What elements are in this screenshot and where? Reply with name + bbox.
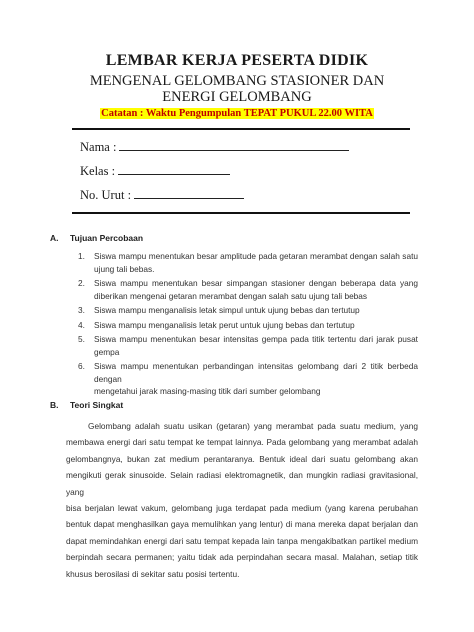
list-item (78, 333, 418, 358)
worksheet-subtitle-line1: MENGENAL GELOMBANG STASIONER DAN (89, 73, 385, 89)
list-item (78, 360, 418, 398)
paragraph-line: Gelombang adalah suatu usikan (getaran) yang merambat pada suatu medium, yang (88, 421, 418, 431)
paragraph-line: berpindah secara permanen; yaitu tidak ada perpindahan secara masal. Malahan, setiap titik (66, 552, 418, 563)
number-field[interactable] (80, 188, 244, 203)
list-item (78, 304, 418, 317)
list-item-line: Siswa mampu menentukan besar intensitas gempa pada titik tertentu dari jarak pusat gempa (94, 334, 418, 357)
name-field[interactable] (80, 140, 349, 155)
class-blank-line[interactable] (118, 164, 230, 175)
list-item-number: 2. (78, 278, 85, 288)
list-item-line: ujung tali bebas. (94, 263, 155, 274)
name-label: Nama : (80, 140, 117, 154)
paragraph-line: bentuk dapat menghasilkan gaya memulihkan yang lentur) di mana mereka dapat berjalan dan (66, 519, 418, 530)
list-item (78, 277, 418, 302)
section-a-letter: A. (50, 233, 59, 243)
list-item-number: 5. (78, 334, 85, 344)
submission-note (0, 108, 474, 119)
list-item-number: 4. (78, 319, 85, 330)
paragraph-line: membawa energi dari satu tempat ke tempat lainnya. Pada gelombang yang merambat adalah (66, 437, 418, 448)
section-b-letter: B. (50, 400, 59, 410)
list-item (78, 250, 418, 275)
list-item-line: Siswa mampu menentukan besar simpangan stasioner dengan beberapa data yang (94, 278, 418, 288)
class-label: Kelas : (80, 164, 116, 178)
top-divider (72, 128, 410, 130)
list-item-line: Siswa mampu menentukan besar amplitude pada getaran merambat dengan salah satu (94, 251, 418, 261)
objectives-list (78, 250, 418, 400)
paragraph-line: bisa berjalan lewat vakum, gelombang juga terdapat pada medium (yang karena perubahan (66, 503, 418, 514)
paragraph-line: gelombangnya, bukan zat medium perantaranya. Bentuk ideal dari suatu gelombang akan (66, 453, 418, 464)
submission-note-text: Catatan : Waktu Pengumpulan TEPAT PUKUL 22.00 WITA (101, 108, 373, 119)
paragraph-line: khusus berosilasi di sekitar satu posisi tertentu. (66, 568, 240, 579)
number-blank-line[interactable] (134, 188, 244, 199)
list-item-line: Siswa mampu menganalisis letak simpul untuk ujung bebas dan tertutup (94, 305, 360, 315)
list-item-number: 1. (78, 251, 85, 261)
list-item-number: 6. (78, 361, 85, 371)
section-a-title: Tujuan Percobaan (70, 233, 144, 243)
list-item (78, 319, 418, 332)
paragraph-line: mengikuti gerak sinusoide. Selain radiasi elektromagnetik, dan mungkin radiasi gravitasional, yang (66, 470, 418, 497)
list-item-line: mengetahui jarak masing-masing titik dari sumber gelombang (94, 386, 321, 396)
section-a-heading (50, 233, 143, 243)
name-blank-line[interactable] (119, 140, 349, 151)
paragraph-line: dapat memindahkan energi dari satu tempat kepada lain tanpa mengakibatkan partikel medium (66, 535, 418, 546)
theory-paragraph (66, 418, 418, 582)
list-item-line: Siswa mampu menentukan perbandingan intensitas gelombang dari 2 titik berbeda dengan (94, 361, 418, 384)
list-item-line: diberikan mengenai getaran merambat dengan salah satu ujung tali bebas (94, 290, 368, 301)
class-field[interactable] (80, 164, 230, 179)
number-label: No. Urut : (80, 188, 132, 202)
worksheet-title: LEMBAR KERJA PESERTA DIDIK (105, 52, 369, 69)
list-item-number: 3. (78, 305, 85, 315)
section-b-title: Teori Singkat (70, 400, 124, 410)
section-b-heading (50, 400, 123, 410)
bottom-divider (72, 212, 410, 214)
list-item-line: Siswa mampu menganalisis letak perut untuk ujung bebas dan tertutup (94, 319, 355, 330)
worksheet-subtitle-line2: ENERGI GELOMBANG (162, 89, 312, 105)
